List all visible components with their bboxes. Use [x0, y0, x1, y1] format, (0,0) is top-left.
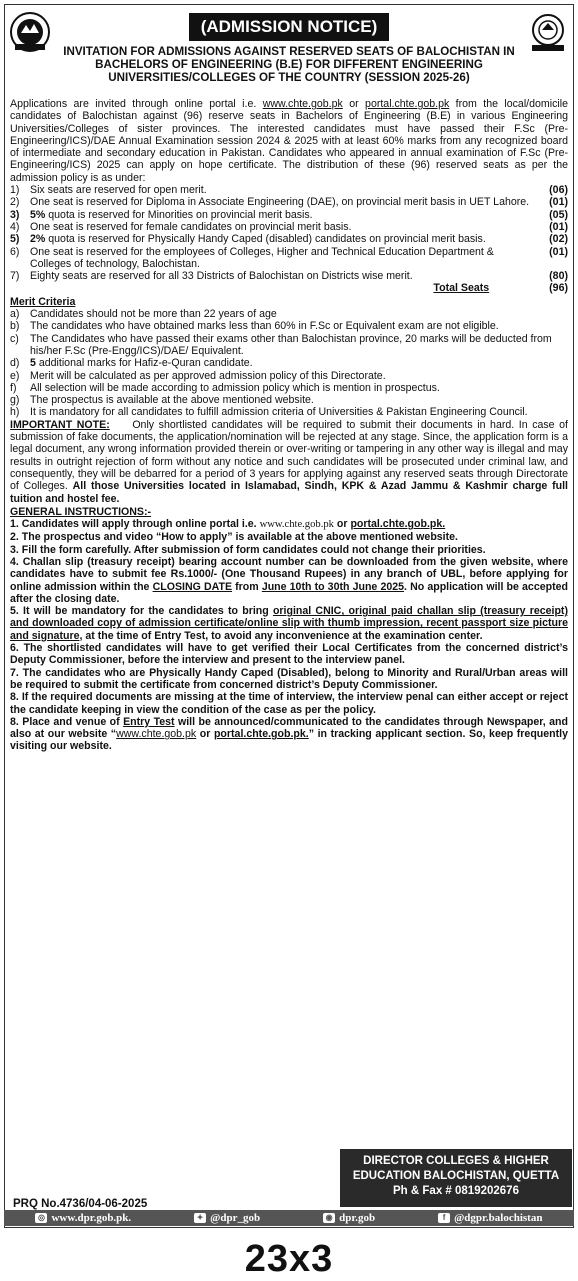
total-seats-label: Total Seats [433, 282, 490, 295]
instruction-item: 2. The prospectus and video “How to apply” is available at the above mentioned website. [10, 531, 458, 544]
seat-item: 5) 2% quota is reserved for Physically Handy Caped (disabled) candidates on provincial merit basis. (02) [10, 233, 568, 246]
instruction-item: 8. Place and venue of Entry Test will be announced/communicated to the candidates through Newspaper, and also at our website “www.chte.gob.pk or portal.chte.gob.pk.” in tracking applicant section. So, keep frequently visiting our website. [10, 715, 568, 753]
important-note: IMPORTANT NOTE: Only shortlisted candidates will be required to submit their documents in hard. In case of submission of fake documents, the application/nomination will be rejected at any stage. Since, the application form is a legal document, any wrong information provided therein or over-writing or tampering in any other way is illegal and may results in outright rejection of form without any notice and such candidates will be prosecuted under criminal law, and consequently, they will be debarred for a period of 3 years for applying against any reserved seats through Directorate of Colleges. All those Universities located in Islamabad, Sindh, KPK & Azad Jammu & Kashmir charge full tuition and hostel fee. [10, 418, 568, 505]
instruction-item: 8. If the required documents are missing at the time of interview, the interview penal can either accept or reject the candidate keeping in view the condition of the case as per the policy. [10, 691, 568, 716]
notice-headline [35, 45, 543, 84]
portal-link[interactable]: portal.chte.gob.pk. [350, 518, 446, 531]
closing-date-label: CLOSING DATE [152, 580, 233, 593]
important-note-label: IMPORTANT NOTE: [10, 418, 110, 431]
instagram-item[interactable]: ◉ dpr.gob [323, 1212, 375, 1224]
seat-item: 3) 5% quota is reserved for Minorities on provincial merit basis. (05) [10, 208, 568, 221]
merit-criteria-list [10, 308, 568, 419]
director-title-line: DIRECTOR COLLEGES & HIGHER [363, 1155, 549, 1167]
seat-item: 7) Eighty seats are reserved for all 33 Districts of Balochistan on Districts wise merit. (80) [10, 270, 568, 283]
seat-item: 4) One seat is reserved for female candidates on provincial merit basis. (01) [10, 220, 568, 233]
director-signature-box [340, 1149, 572, 1207]
closing-date-range: June 10th to 30th June 2025 [261, 580, 405, 593]
social-bar [4, 1210, 574, 1226]
headline-line: UNIVERSITIES/COLLEGES OF THE COUNTRY (SESSION 2025-26) [108, 71, 470, 84]
merit-item: b) The candidates who have obtained marks less than 60% in F.Sc or Equivalent exam are not eligible. [10, 320, 499, 333]
chte-website-link[interactable]: www.chte.gob.pk [116, 728, 197, 741]
chte-website-link[interactable]: www.chte.gob.pk [259, 519, 334, 531]
notice-frame [4, 4, 574, 1228]
merit-item: d) 5 additional marks for Hafiz-e-Quran candidate. [10, 357, 253, 370]
portal-link[interactable]: portal.chte.gob.pk. [213, 728, 309, 741]
instruction-item: 7. The candidates who are Physically Handy Caped (Disabled), belong to Minority and Rural/Urban areas will be required to submit the certificate from concerned district’s Deputy Commissioner. [10, 666, 568, 691]
notice-body [10, 98, 568, 753]
chte-website-link[interactable]: www.chte.gob.pk [262, 98, 343, 110]
merit-item: f) All selection will be made according to admission policy which is mention in prospectus. [10, 381, 440, 394]
merit-item: c) The Candidates who have passed their exams other than Balochistan province, 20 marks will be deducted from his/her F.Sc (Pre-Engg/ICS)/DAE/ Equivalent. [10, 332, 552, 357]
seat-item: 6) One seat is reserved for the employees of Colleges, Higher and Technical Education Department & Colleges of technology, Balochistan. (01) [10, 245, 568, 270]
headline-line: INVITATION FOR ADMISSIONS AGAINST RESERVED SEATS OF BALOCHISTAN IN [63, 45, 515, 58]
intro-paragraph: Applications are invited through online portal i.e. www.chte.gob.pk or portal.chte.gob.pk from the local/domicile candidates of Balochistan against (96) reserve seats in Bachelors of Engineering (B.E) in various Engineering Universities/Colleges of sister provinces. The interested candidates must have passed their F.Sc (Pre-Engineering/ICS)/DAE Annual Examination session 2024 & 2025 with at least 60% marks from any recognized board of intermediate and secondary education in Pakistan. Candidates who appeared in annual examination of F.Sc (Pre-Engineering/ICS) 2025 can apply on hope certificate. The distribution of these (96) reserved seats as per the admission policy is as under: [10, 98, 568, 184]
globe-icon: ◎ [35, 1213, 47, 1223]
notice-banner: (ADMISSION NOTICE) [189, 13, 389, 41]
seat-distribution-list [10, 184, 568, 282]
director-title-line: EDUCATION BALOCHISTAN, QUETTA [352, 1170, 560, 1182]
instruction-item: 5. It will be mandatory for the candidates to bring original CNIC, original paid challan slip (treasury receipt) and downloaded copy of admission certificate/online slip with thumb impression, recent passport size picture and signature, at the time of Entry Test, to avoid any inconvenience at the examination center. [10, 605, 568, 642]
instruction-item: 4. Challan slip (treasury receipt) bearing account number can be downloaded from the given website, where candidates have to submit fee Rs.1000/- (One Thousand Rupees) in any branch of UBL, before applying for online admission within the CLOSING DATE from June 10th to 30th June 2025. No application will be accepted after the closing date. [10, 555, 568, 605]
general-instructions-title: GENERAL INSTRUCTIONS:- [10, 505, 152, 518]
seat-item: 2) One seat is reserved for Diploma in Associate Engineering (DAE), on provincial merit basis in UET Lahore. (01) [10, 196, 568, 209]
instagram-icon: ◉ [323, 1213, 335, 1223]
merit-criteria-title: Merit Criteria [10, 295, 76, 308]
headline-line: BACHELORS OF ENGINEERING (B.E) FOR DIFFERENT ENGINEERING [95, 58, 483, 71]
twitter-item[interactable]: ✦ @dpr_gob [194, 1212, 260, 1224]
instruction-item: 1. Candidates will apply through online portal i.e. www.chte.gob.pk or portal.chte.gob.pk. [10, 518, 446, 531]
website-item[interactable]: ◎ www.dpr.gob.pk. [35, 1212, 131, 1224]
ad-size-code: 23x3 [244, 1238, 334, 1280]
instruction-item: 6. The shortlisted candidates will have to get verified their Local Certificates from the concerned district’s Deputy Commissioner, before the interview and present to the interview panel. [10, 642, 568, 667]
merit-item: a) Candidates should not be more than 22 years of age [10, 308, 277, 321]
merit-item: h) It is mandatory for all candidates to fulfill admission criteria of Universities & Pakistan Engineering Council. [10, 406, 528, 419]
instruction-item: 3. Fill the form carefully. After submission of form candidates could not change their priorities. [10, 543, 486, 556]
seat-item: 1) Six seats are reserved for open merit. (06) [10, 184, 568, 197]
total-seats-value: (96) [549, 282, 568, 295]
prq-number: PRQ No.4736/04-06-2025 [13, 1198, 148, 1210]
facebook-item[interactable]: f @dgpr.balochistan [438, 1212, 542, 1224]
twitter-icon: ✦ [194, 1213, 206, 1223]
merit-item: g) The prospectus is available at the above mentioned website. [10, 394, 314, 407]
merit-item: e) Merit will be calculated as per approved admission policy of this Directorate. [10, 369, 386, 382]
contact-number: Ph & Fax # 0819202676 [393, 1185, 519, 1197]
portal-link[interactable]: portal.chte.gob.pk [365, 98, 450, 110]
facebook-icon: f [438, 1213, 450, 1223]
total-seats-row [10, 282, 568, 294]
